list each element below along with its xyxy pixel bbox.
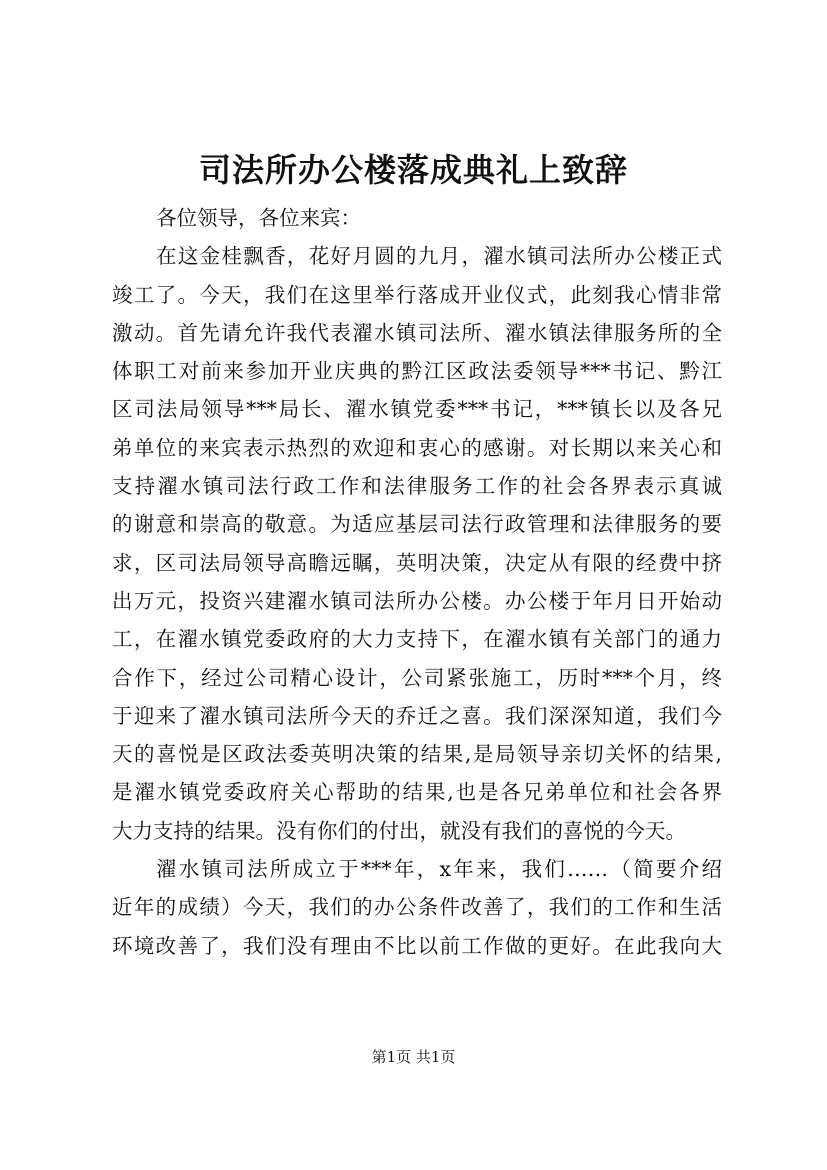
text-line: 的谢意和崇高的敬意。为适应基层司法行政管理和法律服务的要	[112, 512, 722, 537]
document-title: 司法所办公楼落成典礼上致辞	[198, 151, 628, 189]
text-line: 合作下，经过公司精心设计，公司紧张施工，历时***个月，终	[112, 665, 722, 690]
text-line: 近年的成绩）今天，我们的办公条件改善了，我们的工作和生活	[112, 895, 722, 920]
text-line: 濯水镇司法所成立于***年，x年来，我们……（简要介绍	[156, 857, 722, 882]
text-line: 于迎来了濯水镇司法所今天的乔迁之喜。我们深深知道，我们今	[112, 703, 722, 728]
text-line: 在这金桂飘香，花好月圆的九月，濯水镇司法所办公楼正式	[156, 244, 722, 269]
document-body	[112, 199, 722, 965]
text-line: 工，在濯水镇党委政府的大力支持下，在濯水镇有关部门的通力	[112, 627, 722, 652]
text-line: 大力支持的结果。没有你们的付出，就没有我们的喜悦的今天。	[112, 818, 686, 843]
text-line: 是濯水镇党委政府关心帮助的结果,也是各兄弟单位和社会各界	[112, 780, 722, 805]
text-line: 竣工了。今天，我们在这里举行落成开业仪式，此刻我心情非常	[112, 282, 722, 307]
text-line: 出万元，投资兴建濯水镇司法所办公楼。办公楼于年月日开始动	[112, 588, 722, 613]
text-line: 求，区司法局领导高瞻远瞩，英明决策，决定从有限的经费中挤	[112, 550, 722, 575]
text-line: 区司法局领导***局长、濯水镇党委***书记，***镇长以及各兄	[112, 397, 722, 422]
text-line: 环境改善了，我们没有理由不比以前工作做的更好。在此我向大	[112, 933, 722, 958]
text-line: 弟单位的来宾表示热烈的欢迎和衷心的感谢。对长期以来关心和	[112, 435, 722, 460]
page-footer: 第1页 共1页	[371, 1048, 456, 1066]
text-line: 各位领导，各位来宾：	[156, 206, 361, 230]
text-line: 体职工对前来参加开业庆典的黔江区政法委领导***书记、黔江	[112, 359, 722, 384]
text-line: 支持濯水镇司法行政工作和法律服务工作的社会各界表示真诚	[112, 474, 722, 499]
text-line: 激动。首先请允许我代表濯水镇司法所、濯水镇法律服务所的全	[112, 320, 722, 345]
text-line: 天的喜悦是区政法委英明决策的结果,是局领导亲切关怀的结果,	[112, 742, 722, 767]
